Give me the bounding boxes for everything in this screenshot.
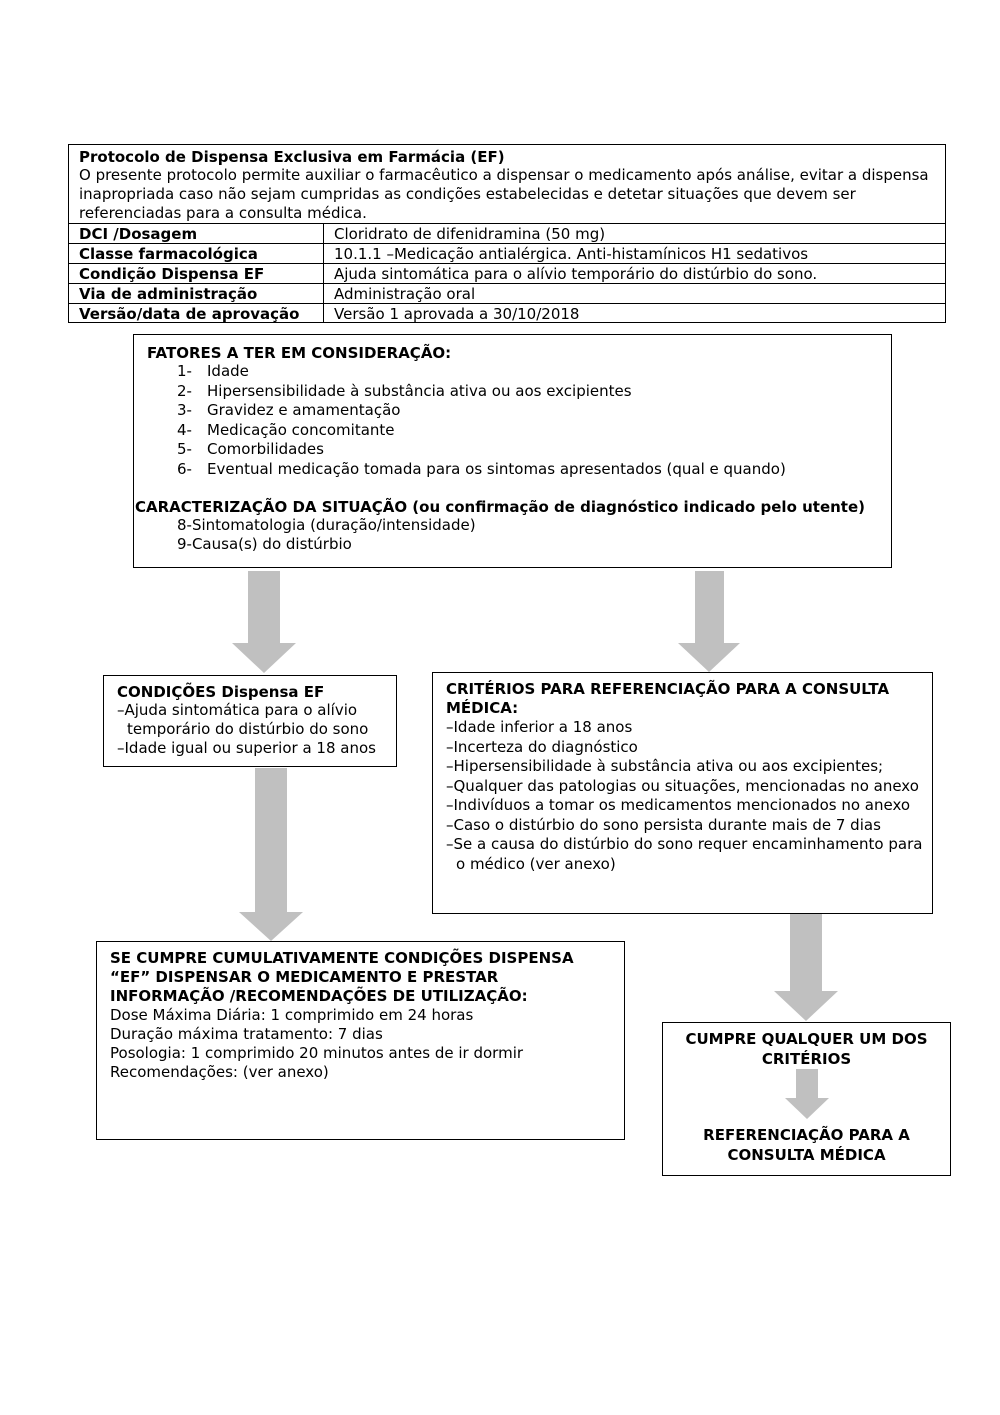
factors-box xyxy=(133,334,892,568)
dispense-info: Posologia: 1 comprimido 20 minutos antes de ir dormir xyxy=(110,1044,524,1062)
dispense-box xyxy=(96,941,625,1140)
protocol-info-table xyxy=(69,223,945,323)
list-item: 3- Gravidez e amamentação xyxy=(177,401,401,419)
referral-result-label: REFERENCIAÇÃO PARA A CONSULTA MÉDICA xyxy=(703,1126,910,1164)
dispense-info: Recomendações: (ver anexo) xyxy=(110,1063,329,1081)
row-value: Versão 1 aprovada a 30/10/2018 xyxy=(324,304,946,324)
condition-line: –Ajuda sintomática para o alívio xyxy=(117,701,358,719)
table-row xyxy=(69,264,945,284)
row-key: Condição Dispensa EF xyxy=(69,264,324,284)
table-row xyxy=(69,244,945,264)
dispense-title-line: “EF” DISPENSAR O MEDICAMENTO E PRESTAR xyxy=(110,968,499,986)
row-key: Versão/data de aprovação xyxy=(69,304,324,324)
list-item: 2- Hipersensibilidade à substância ativa ou aos excipientes xyxy=(177,381,632,400)
referral-criteria-label: CUMPRE QUALQUER UM DOS CRITÉRIOS xyxy=(685,1030,928,1068)
situation-title: CARACTERIZAÇÃO DA SITUAÇÃO (ou confirmação de diagnóstico indicado pelo utente) xyxy=(135,498,866,516)
conditions-title: CONDIÇÕES Dispensa EF xyxy=(117,683,325,701)
row-value: Cloridrato de difenidramina (50 mg) xyxy=(324,224,946,244)
list-item: o médico (ver anexo) xyxy=(456,854,616,873)
protocol-header xyxy=(68,144,946,323)
arrow-to-criteria xyxy=(678,571,740,672)
protocol-description: O presente protocolo permite auxiliar o farmacêutico a dispensar o medicamento após análise, evitar a dispensa inapropriada caso não sejam cumpridas as condições estabelecidas e detetar situações que devem ser referenciadas para a consulta médica. xyxy=(79,166,929,222)
list-item: –Qualquer das patologias ou situações, mencionadas no anexo xyxy=(446,776,919,795)
dispense-info: Dose Máxima Diária: 1 comprimido em 24 horas xyxy=(110,1006,474,1024)
condition-line: temporário do distúrbio do sono xyxy=(127,720,369,738)
row-key: DCI /Dosagem xyxy=(69,224,324,244)
list-item: –Caso o distúrbio do sono persista durante mais de 7 dias xyxy=(446,815,881,834)
list-item: 4- Medicação concomitante xyxy=(177,420,395,439)
arrow-to-conditions xyxy=(232,571,296,673)
situation-item: 8-Sintomatologia (duração/intensidade) xyxy=(177,516,476,534)
situation-item: 9-Causa(s) do distúrbio xyxy=(177,535,352,553)
row-key: Via de administração xyxy=(69,284,324,304)
row-key: Classe farmacológica xyxy=(69,244,324,264)
criteria-title-cont: MÉDICA: xyxy=(446,699,519,717)
row-value: 10.1.1 –Medicação antialérgica. Anti-histamínicos H1 sedativos xyxy=(324,244,946,264)
table-row xyxy=(69,304,945,324)
list-item: –Hipersensibilidade à substância ativa ou aos excipientes; xyxy=(446,757,884,775)
row-value: Ajuda sintomática para o alívio temporário do distúrbio do sono. xyxy=(324,264,946,284)
list-item: 5- Comorbilidades xyxy=(177,440,324,458)
list-item: –Idade inferior a 18 anos xyxy=(446,718,633,736)
table-row xyxy=(69,284,945,304)
criteria-box xyxy=(432,672,933,914)
criteria-title: CRITÉRIOS PARA REFERENCIAÇÃO PARA A CONSULTA xyxy=(446,680,890,698)
factors-title: FATORES A TER EM CONSIDERAÇÃO: xyxy=(147,344,452,362)
list-item: 1- Idade xyxy=(177,362,249,380)
arrow-to-referral-box xyxy=(774,913,838,1021)
dispense-title-line: INFORMAÇÃO /RECOMENDAÇÕES DE UTILIZAÇÃO: xyxy=(110,987,528,1005)
table-row xyxy=(69,224,945,244)
dispense-title-line: SE CUMPRE CUMULATIVAMENTE CONDIÇÕES DISPENSA xyxy=(110,949,574,967)
arrow-to-dispense xyxy=(239,768,303,941)
row-value: Administração oral xyxy=(324,284,946,304)
list-item: –Indivíduos a tomar os medicamentos mencionados no anexo xyxy=(446,796,911,814)
criteria-list xyxy=(446,718,931,874)
protocol-title: Protocolo de Dispensa Exclusiva em Farmácia (EF) xyxy=(79,148,505,166)
referral-box xyxy=(662,1022,951,1176)
factors-list xyxy=(177,362,877,479)
list-item: –Se a causa do distúrbio do sono requer encaminhamento para xyxy=(446,835,923,853)
conditions-box xyxy=(103,675,397,767)
condition-line: –Idade igual ou superior a 18 anos xyxy=(117,739,376,757)
list-item: 6- Eventual medicação tomada para os sintomas apresentados (qual e quando) xyxy=(177,459,786,478)
list-item: –Incerteza do diagnóstico xyxy=(446,737,638,756)
dispense-info: Duração máxima tratamento: 7 dias xyxy=(110,1025,383,1043)
